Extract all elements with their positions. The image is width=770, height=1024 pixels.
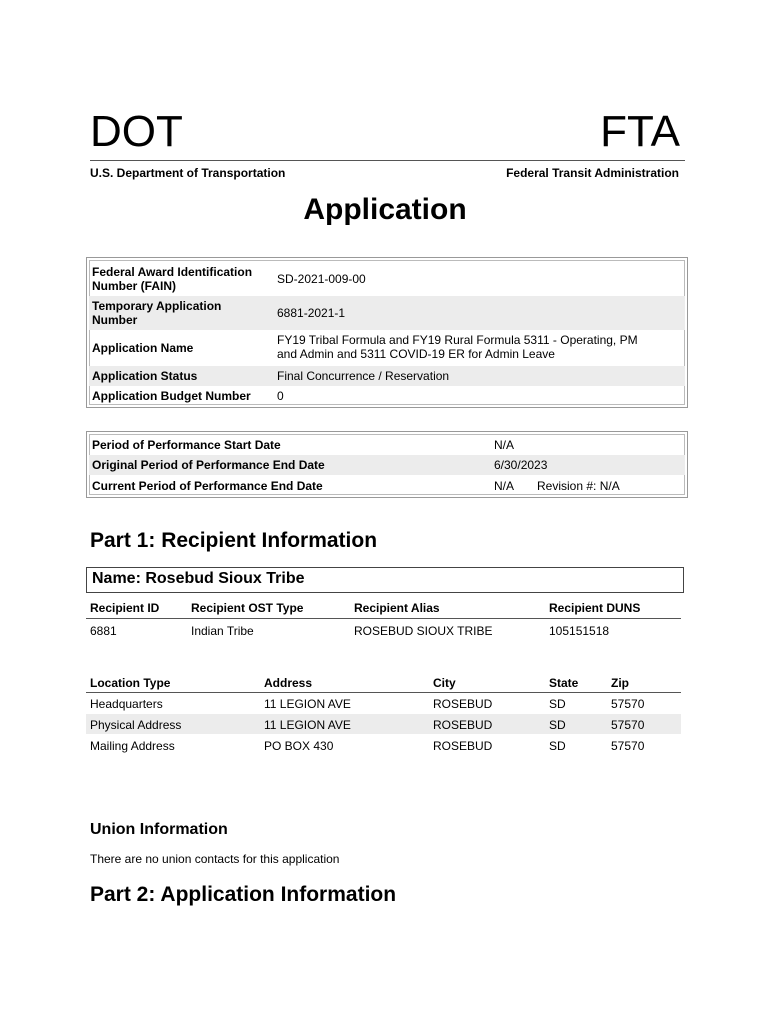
col-ost-type: Recipient OST Type	[191, 601, 304, 615]
budget-value: 0	[277, 389, 284, 403]
location-type: Physical Address	[90, 718, 182, 732]
location-state: SD	[549, 718, 566, 732]
location-city: ROSEBUD	[433, 718, 493, 732]
header-divider	[90, 160, 685, 161]
part2-heading: Part 2: Application Information	[90, 883, 397, 906]
col-zip: Zip	[611, 676, 629, 690]
location-city: ROSEBUD	[433, 739, 493, 753]
dot-logo-text: DOT	[90, 107, 183, 156]
info-row-fain	[89, 261, 685, 296]
recipient-duns: 105151518	[549, 624, 610, 638]
location-state: SD	[549, 697, 566, 711]
info-row-app-name	[89, 330, 685, 366]
location-type: Mailing Address	[90, 739, 175, 753]
app-name-value: FY19 Tribal Formula and FY19 Rural Formula 5311 - Operating, PM and Admin and 5311 COVID-19 ER for Admin Leave	[277, 333, 638, 361]
temp-number-value: 6881-2021-1	[277, 306, 346, 320]
perf-start-label: Period of Performance Start Date	[92, 438, 281, 452]
revision-number: Revision #: N/A	[537, 479, 620, 493]
recipient-name: Name: Rosebud Sioux Tribe	[92, 570, 305, 587]
location-city: ROSEBUD	[433, 697, 493, 711]
performance-table	[86, 431, 688, 498]
status-value: Final Concurrence / Reservation	[277, 369, 450, 383]
location-address: 11 LEGION AVE	[264, 718, 351, 732]
col-city: City	[433, 676, 456, 690]
location-header-rule	[86, 692, 681, 693]
perf-row-original-end	[89, 455, 685, 475]
fain-value: SD-2021-009-00	[277, 272, 366, 286]
recipient-header-rule	[86, 618, 681, 619]
location-state: SD	[549, 739, 566, 753]
budget-label: Application Budget Number	[92, 389, 251, 403]
col-recipient-id: Recipient ID	[90, 601, 160, 615]
perf-start-value: N/A	[494, 438, 515, 452]
info-row-status	[89, 366, 685, 386]
location-zip: 57570	[611, 718, 645, 732]
part1-heading: Part 1: Recipient Information	[90, 529, 378, 552]
col-address: Address	[264, 676, 313, 690]
perf-row-start	[89, 435, 685, 455]
col-state: State	[549, 676, 579, 690]
application-info-table	[86, 257, 688, 408]
perf-row-current-end	[89, 475, 685, 495]
info-row-temp-number	[89, 296, 685, 330]
col-alias: Recipient Alias	[354, 601, 440, 615]
location-address: 11 LEGION AVE	[264, 697, 351, 711]
status-label: Application Status	[92, 369, 198, 383]
page-title: Application	[303, 193, 467, 226]
app-name-label: Application Name	[92, 341, 194, 355]
location-zip: 57570	[611, 739, 645, 753]
perf-original-end-value: 6/30/2023	[494, 458, 548, 472]
fain-label: Federal Award Identification Number (FAIN)	[92, 265, 253, 293]
union-note: There are no union contacts for this application	[90, 852, 340, 866]
col-duns: Recipient DUNS	[549, 601, 641, 615]
perf-original-end-label: Original Period of Performance End Date	[92, 458, 325, 472]
recipient-name-box	[86, 567, 684, 593]
recipient-ost-type: Indian Tribe	[191, 624, 254, 638]
department-name: U.S. Department of Transportation	[90, 166, 286, 180]
perf-current-end-value: N/A	[494, 479, 515, 493]
location-type: Headquarters	[90, 697, 163, 711]
recipient-alias: ROSEBUD SIOUX TRIBE	[354, 624, 493, 638]
union-heading: Union Information	[90, 821, 228, 838]
info-row-budget	[89, 386, 685, 405]
location-address: PO BOX 430	[264, 739, 334, 753]
perf-current-end-label: Current Period of Performance End Date	[92, 479, 323, 493]
col-location-type: Location Type	[90, 676, 171, 690]
temp-number-label: Temporary Application Number	[92, 299, 222, 327]
agency-name: Federal Transit Administration	[506, 166, 679, 180]
location-zip: 57570	[611, 697, 645, 711]
fta-logo-text: FTA	[600, 107, 680, 156]
recipient-id: 6881	[90, 624, 117, 638]
